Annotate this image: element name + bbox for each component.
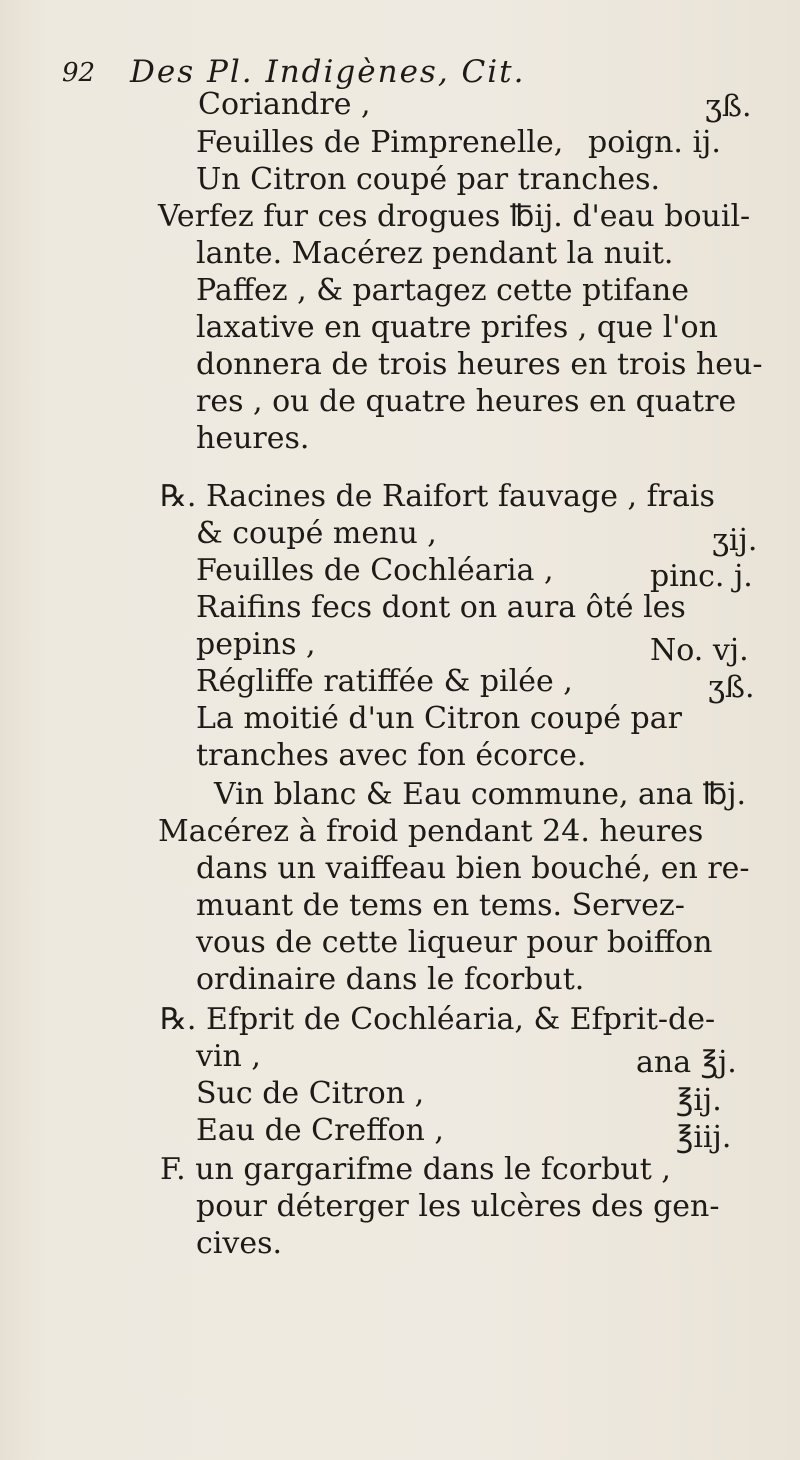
line-amount: ana ℥j. bbox=[636, 1045, 737, 1080]
line-amount: ʒß. bbox=[708, 670, 755, 705]
line: Coriandre , bbox=[198, 87, 371, 122]
line: Suc de Citron , bbox=[196, 1076, 425, 1111]
line: ordinaire dans le fcorbut. bbox=[196, 962, 585, 997]
line: lante. Macérez pendant la nuit. bbox=[196, 236, 674, 271]
line-amount: pinc. j. bbox=[650, 559, 753, 594]
line: F. un gargarifme dans le fcorbut , bbox=[160, 1152, 671, 1187]
line: vin , bbox=[196, 1039, 261, 1074]
line: cives. bbox=[196, 1226, 283, 1261]
line: res , ou de quatre heures en quatre bbox=[196, 384, 737, 419]
line-amount: ℥iij. bbox=[676, 1120, 732, 1155]
line-amount: ʒß. bbox=[705, 89, 752, 124]
line: laxative en quatre prifes , que l'on bbox=[196, 310, 718, 345]
line: Paffez , & partagez cette ptifane bbox=[196, 273, 689, 308]
line: dans un vaiffeau bien bouché, en re- bbox=[196, 851, 750, 886]
running-head: Des Pl. Indigènes, Cit. bbox=[130, 54, 526, 90]
line: Eau de Creffon , bbox=[196, 1113, 444, 1148]
line-amount: poign. ij. bbox=[588, 125, 721, 160]
line: tranches avec fon écorce. bbox=[196, 738, 587, 773]
line: & coupé menu , bbox=[196, 516, 437, 551]
line: Macérez à froid pendant 24. heures bbox=[158, 814, 704, 849]
line: ℞. Racines de Raifort fauvage , frais bbox=[160, 479, 715, 514]
line: Feuilles de Pimprenelle, bbox=[196, 125, 564, 160]
line: Verfez fur ces drogues ℔ij. d'eau bouil- bbox=[158, 199, 751, 234]
line-amount: ℥ij. bbox=[676, 1083, 722, 1118]
line: pour déterger les ulcères des gen- bbox=[196, 1189, 720, 1224]
line-amount: No. vj. bbox=[650, 633, 749, 668]
line: Un Citron coupé par tranches. bbox=[196, 162, 661, 197]
line: La moitié d'un Citron coupé par bbox=[196, 701, 682, 736]
line: Raifins fecs dont on aura ôté les bbox=[196, 590, 686, 625]
line: heures. bbox=[196, 421, 310, 456]
line: muant de tems en tems. Servez- bbox=[196, 888, 685, 923]
line-amount: ʒij. bbox=[712, 523, 758, 558]
line: donnera de trois heures en trois heu- bbox=[196, 347, 763, 382]
line: Vin blanc & Eau commune, ana ℔j. bbox=[214, 777, 747, 812]
line: ℞. Efprit de Cochléaria, & Efprit-de- bbox=[160, 1002, 716, 1037]
page-number: 92 bbox=[62, 58, 96, 88]
line: vous de cette liqueur pour boiffon bbox=[196, 925, 713, 960]
line: pepins , bbox=[196, 627, 316, 662]
line: Régliffe ratiffée & pilée , bbox=[196, 664, 573, 699]
line: Feuilles de Cochléaria , bbox=[196, 553, 554, 588]
